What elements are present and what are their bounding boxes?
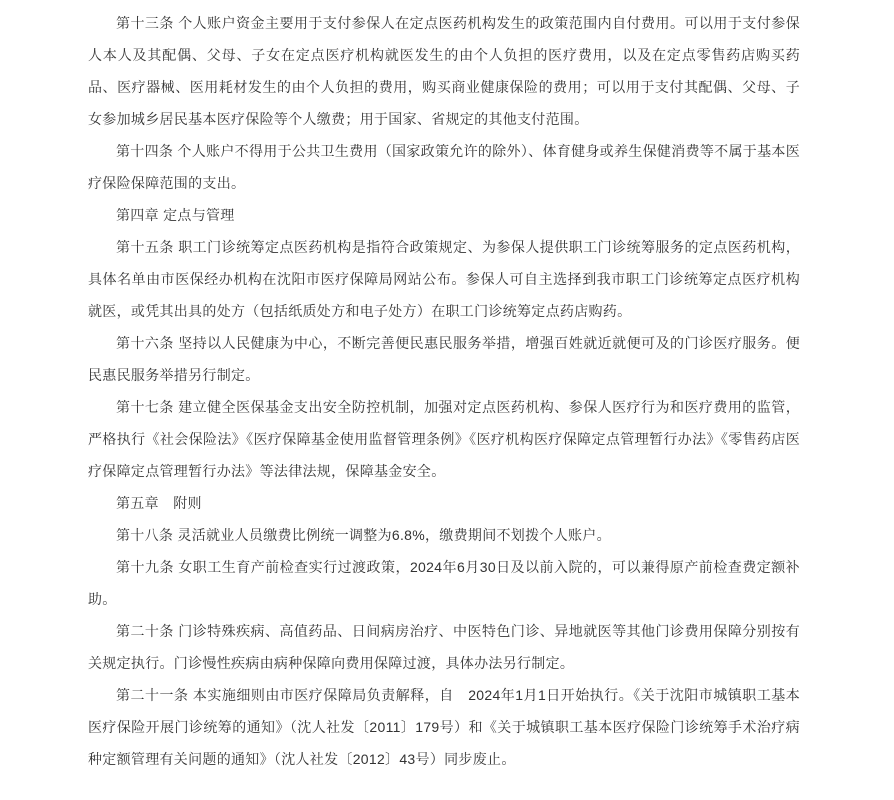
chapter-heading-4: 第四章 定点与管理: [116, 207, 235, 223]
paragraph-article-21: 第二十一条 本实施细则由市医疗保障局负责解释，自 2024年1月1日开始执行。《关于沈阳市城镇职工基本医疗保险开展门诊统筹的通知》（沈人社发〔2011〕179号）和《关于城镇职工基本医疗保险门诊统筹手术治疗病种定额管理有关问题的通知》（沈人社发〔2012〕43号）同步废止。: [88, 687, 800, 767]
paragraph-article-18: 第十八条 灵活就业人员缴费比例统一调整为6.8%，缴费期间不划拨个人账户。: [116, 527, 611, 543]
paragraph-article-20: 第二十条 门诊特殊疾病、高值药品、日间病房治疗、中医特色门诊、异地就医等其他门诊费用保障分别按有关规定执行。门诊慢性疾病由病种保障向费用保障过渡，具体办法另行制定。: [88, 623, 800, 671]
paragraph-article-15: 第十五条 职工门诊统筹定点医药机构是指符合政策规定、为参保人提供职工门诊统筹服务的定点医药机构，具体名单由市医保经办机构在沈阳市医疗保障局网站公布。参保人可自主选择到我市职工门诊统筹定点医疗机构就医，或凭其出具的处方（包括纸质处方和电子处方）在职工门诊统筹定点药店购药。: [88, 239, 800, 319]
paragraph-article-17: 第十七条 建立健全医保基金支出安全防控机制，加强对定点医药机构、参保人医疗行为和医疗费用的监管，严格执行《社会保险法》《医疗保障基金使用监督管理条例》《医疗机构医疗保障定点管理暂行办法》《零售药店医疗保障定点管理暂行办法》等法律法规，保障基金安全。: [88, 399, 800, 479]
paragraph-article-13: 第十三条 个人账户资金主要用于支付参保人在定点医药机构发生的政策范围内自付费用。可以用于支付参保人本人及其配偶、父母、子女在定点医疗机构就医发生的由个人负担的医疗费用，以及在定点零售药店购买药品、医疗器械、医用耗材发生的由个人负担的费用，购买商业健康保险的费用；可以用于支付其配偶、父母、子女参加城乡居民基本医疗保险等个人缴费；用于国家、省规定的其他支付范围。: [88, 15, 800, 127]
paragraph-article-14: 第十四条 个人账户不得用于公共卫生费用（国家政策允许的除外）、体育健身或养生保健消费等不属于基本医疗保险保障范围的支出。: [88, 143, 800, 191]
chapter-heading-5: 第五章 附则: [116, 495, 202, 511]
paragraph-article-19: 第十九条 女职工生育产前检查实行过渡政策，2024年6月30日及以前入院的，可以兼得原产前检查费定额补助。: [88, 559, 800, 607]
paragraph-article-16: 第十六条 坚持以人民健康为中心，不断完善便民惠民服务举措，增强百姓就近就便可及的门诊医疗服务。便民惠民服务举措另行制定。: [88, 335, 800, 383]
policy-document-body: [88, 7, 800, 775]
